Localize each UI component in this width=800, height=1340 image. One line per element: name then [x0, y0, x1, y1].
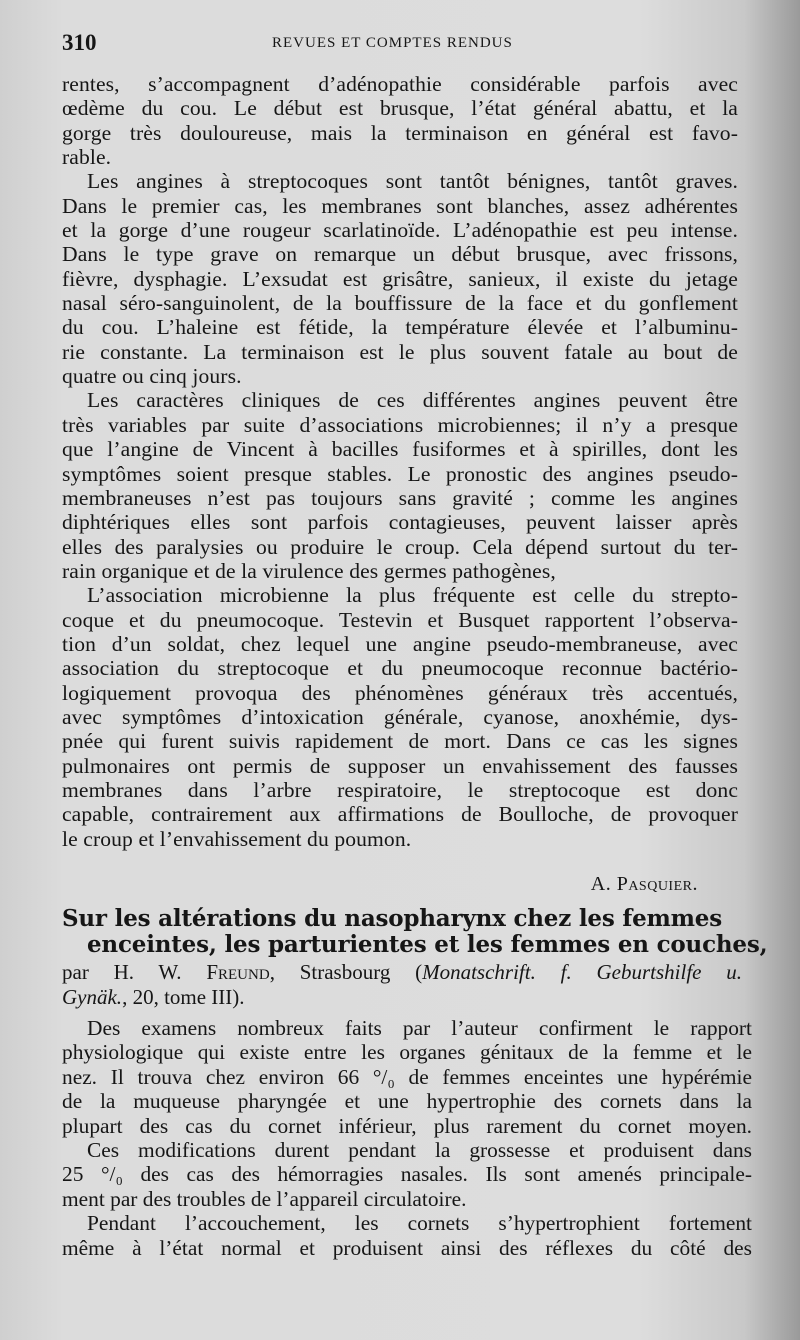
text-line: que l’angine de Vincent à bacilles fusiformes et à spirilles, dont les — [62, 437, 738, 462]
review1-body — [62, 72, 738, 851]
byline-place: , Strasbourg ( — [269, 960, 423, 984]
text-line: du cou. L’haleine est fétide, la température élevée et l’albuminu- — [62, 315, 738, 340]
byline-author: Freund — [206, 960, 270, 984]
text-line: Des examens nombreux faits par l’auteur confirment le rapport — [87, 1016, 752, 1040]
text-line: de la muqueuse pharyngée et une hypertrophie des cornets dans la — [62, 1089, 752, 1114]
text-line: logiquement provoqua des phénomènes généraux très accentués, — [62, 680, 738, 705]
text-line: rable. — [62, 145, 112, 170]
text-line: rie constante. La terminaison est le plus souvent fatale au bout de — [62, 339, 738, 364]
text-line: nez. Il trouva chez environ 66 °/₀ de femmes enceintes une hypérémie — [62, 1064, 752, 1089]
text-line: membranes dans l’arbre respiratoire, le streptocoque est donc — [62, 777, 738, 802]
review1-signature: A. Pasquier. — [590, 873, 698, 895]
article-title-line: enceintes, les parturientes et les femmes en couches, — [87, 931, 768, 958]
text-line: Dans le type grave on remarque un début brusque, avec frissons, — [62, 242, 738, 267]
page-number: 310 — [62, 30, 97, 55]
text-line: diphtériques elles sont parfois contagieuses, peuvent laisser après — [62, 510, 738, 535]
text-line: elles des paralysies ou produire le croup. Cela dépend surtout du ter- — [62, 534, 738, 559]
text-line: capable, contrairement aux affirmations de Boulloche, de provoquer — [62, 802, 738, 827]
text-line: 25 °/₀ des cas des hémorragies nasales. Ils sont amenés principale- — [62, 1162, 752, 1187]
text-line: avec symptômes d’intoxication générale, cyanose, anoxhémie, dys- — [62, 704, 738, 729]
text-line: Ces modifications durent pendant la grossesse et produisent dans — [87, 1138, 752, 1163]
text-line: rain organique et de la virulence des germes pathogènes, — [62, 558, 556, 583]
text-line: pulmonaires ont permis de supposer un envahissement des fausses — [62, 753, 738, 778]
byline-line — [62, 960, 742, 985]
byline-line — [62, 985, 742, 1010]
text-line: Pendant l’accouchement, les cornets s’hypertrophient fortement — [87, 1211, 752, 1236]
article-byline — [62, 960, 742, 1009]
text-line: plupart des cas du cornet inférieur, plus rarement du cornet moyen. — [62, 1113, 752, 1138]
text-line: L’association microbienne la plus fréquente est celle du strepto- — [87, 583, 738, 608]
text-line: fièvre, dysphagie. L’exsudat est grisâtre, sanieux, il existe du jetage — [62, 266, 738, 291]
byline-journal: Monatschrift. f. Geburtshilfe u. — [422, 960, 742, 984]
byline-ref: , 20, tome III). — [122, 984, 245, 1009]
text-line: même à l’état normal et produisent ainsi des réflexes du côté des — [62, 1235, 752, 1260]
text-line: tion d’un soldat, chez lequel une angine pseudo-membraneuse, avec — [62, 631, 738, 656]
running-head: REVUES ET COMPTES RENDUS — [272, 35, 513, 51]
text-line: coque et du pneumocoque. Testevin et Busquet rapportent l’observa- — [62, 607, 738, 632]
text-line: association du streptocoque et du pneumocoque reconnue bactério- — [62, 656, 738, 681]
text-line: physiologique qui existe entre les organes génitaux de la femme et le — [62, 1040, 752, 1065]
text-line: ment par des troubles de l’appareil circulatoire. — [62, 1186, 467, 1211]
text-line: membraneuses n’est pas toujours sans gravité ; comme les angines — [62, 485, 738, 510]
text-line: Les caractères cliniques de ces différentes angines peuvent être — [87, 388, 738, 413]
text-line: œdème du cou. Le début est brusque, l’état général abattu, et la — [62, 96, 738, 121]
text-line: gorge très douloureuse, mais la terminaison en général est favo- — [62, 120, 738, 145]
text-line: et la gorge d’une rougeur scarlatinoïde. L’adénopathie est peu intense. — [62, 218, 738, 243]
text-line: pnée qui furent suivis rapidement de mort. Dans ce cas les signes — [62, 729, 738, 754]
page-header — [62, 30, 742, 60]
article-title-line: Sur les altérations du nasopharynx chez les femmes — [62, 905, 722, 932]
text-line: nasal séro-sanguinolent, de la bouffissure de la face et du gonflement — [62, 291, 738, 316]
byline-journal-cont: Gynäk. — [62, 984, 123, 1009]
text-line: Les angines à streptocoques sont tantôt bénignes, tantôt graves. — [87, 169, 738, 194]
byline-par: par H. W. — [62, 960, 182, 984]
text-line: le croup et l’envahissement du poumon. — [62, 826, 412, 851]
review2-body — [62, 1016, 752, 1260]
text-line: rentes, s’accompagnent d’adénopathie considérable parfois avec — [62, 72, 738, 96]
text-line: Dans le premier cas, les membranes sont blanches, assez adhérentes — [62, 193, 738, 218]
text-line: symptômes soient presque stables. Le pronostic des angines pseudo- — [62, 461, 738, 486]
text-line: très variables par suite d’associations microbiennes; il n’y a presque — [62, 412, 738, 437]
article-title — [62, 905, 768, 958]
text-line: quatre ou cinq jours. — [62, 364, 242, 389]
